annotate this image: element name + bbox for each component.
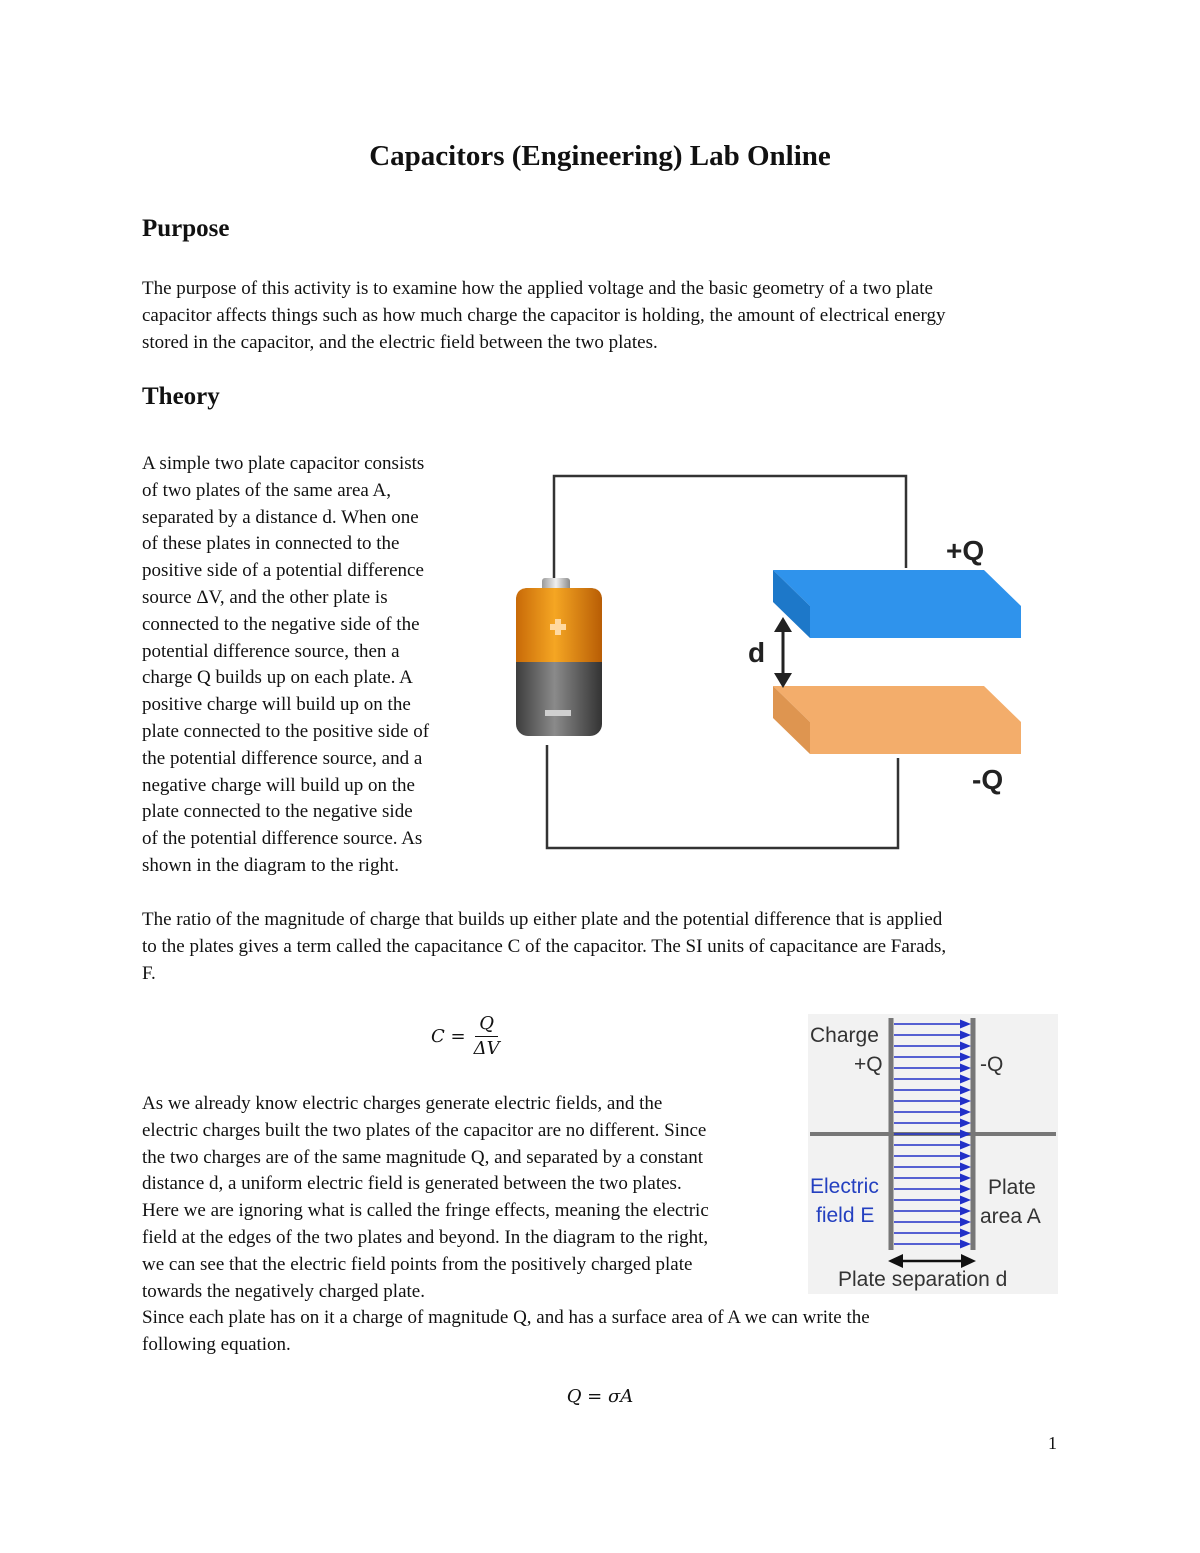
plate-area-label-1: Plate <box>988 1176 1036 1199</box>
theory-line: separated by a distance d. When one <box>142 506 419 528</box>
battery-icon <box>516 578 602 736</box>
capacitance-line: to the plates gives a term called the capacitance C of the capacitor. The SI units of capacitance are Farads, <box>142 935 947 957</box>
surface-charge-equation <box>0 1386 1200 1407</box>
capacitance-line: F. <box>142 962 156 984</box>
purpose-heading: Purpose <box>142 215 230 242</box>
theory-line: charge Q builds up on each plate. A <box>142 667 413 689</box>
capacitance-equation <box>431 1013 500 1060</box>
plus-q-label: +Q <box>854 1053 883 1076</box>
field-line-text: Here we are ignoring what is called the fringe effects, meaning the electric <box>142 1200 709 1222</box>
surface-charge-line: following equation. <box>142 1333 291 1355</box>
surface-charge-paragraph <box>142 1305 1082 1359</box>
field-diagram-background <box>808 1014 1058 1294</box>
negative-charge-label: -Q <box>972 764 1004 795</box>
equation-denominator: ΔV <box>473 1038 500 1059</box>
surface-charge-equation-text: Q = σA <box>566 1386 634 1407</box>
field-line-text: we can see that the electric field points from the positively charged plate <box>142 1253 693 1275</box>
capacitor-circuit-diagram <box>500 460 1040 860</box>
theory-line: of the potential difference source. As <box>142 828 423 850</box>
equation-lhs: C = <box>431 1026 466 1047</box>
separation-label: d <box>748 637 766 668</box>
page-number: 1 <box>1048 1433 1057 1453</box>
theory-heading: Theory <box>142 383 220 410</box>
theory-line: negative charge will build up on the <box>142 774 415 796</box>
field-line-text: field at the edges of the two plates and beyond. In the diagram to the right, <box>142 1226 709 1248</box>
plate-area-label-2: area A <box>980 1205 1041 1228</box>
positive-charge-label: +Q <box>946 535 985 566</box>
negative-plate <box>773 686 1021 754</box>
theory-line: connected to the negative side of the <box>142 613 420 635</box>
purpose-line: stored in the capacitor, and the electric field between the two plates. <box>142 331 658 353</box>
field-line-text: distance d, a uniform electric field is generated between the two plates. <box>142 1173 682 1195</box>
equation-fraction <box>474 1013 500 1060</box>
capacitance-line: The ratio of the magnitude of charge that builds up either plate and the potential difference that is applied <box>142 909 943 930</box>
field-line-text: towards the negatively charged plate. <box>142 1280 425 1302</box>
plate-separation-label: Plate separation d <box>838 1268 1008 1291</box>
electric-field-diagram <box>808 1014 1058 1294</box>
separation-arrow <box>774 617 792 688</box>
capacitance-paragraph <box>142 907 1082 987</box>
theory-line: the potential difference source, and a <box>142 747 423 769</box>
theory-line: shown in the diagram to the right. <box>142 854 399 876</box>
theory-line: positive charge will build up on the <box>142 694 411 716</box>
field-line-text: electric charges built the two plates of the capacitor are no different. Since <box>142 1119 707 1141</box>
electric-field-paragraph <box>142 1091 802 1305</box>
purpose-line: capacitor affects things such as how much charge the capacitor is holding, the amount of electrical energy <box>142 304 946 326</box>
surface-charge-line: Since each plate has on it a charge of magnitude Q, and has a surface area of A we can write the <box>142 1307 870 1328</box>
theory-line: positive side of a potential difference <box>142 560 424 582</box>
field-line-text: As we already know electric charges generate electric fields, and the <box>142 1093 663 1114</box>
charge-label: Charge <box>810 1024 879 1047</box>
equation-numerator: Q <box>475 1013 498 1037</box>
positive-plate-top-face <box>773 570 1021 606</box>
theory-line: plate connected to the positive side of <box>142 720 430 742</box>
theory-intro-paragraph <box>142 451 482 880</box>
positive-plate <box>773 570 1021 638</box>
theory-line: plate connected to the negative side <box>142 801 413 823</box>
theory-line: of these plates in connected to the <box>142 533 400 555</box>
electric-field-label-2: field E <box>816 1204 875 1227</box>
theory-line: potential difference source, then a <box>142 640 400 662</box>
purpose-paragraph <box>142 276 1082 356</box>
field-line-text: the two charges are of the same magnitude Q, and separated by a constant <box>142 1146 704 1168</box>
theory-line: A simple two plate capacitor consists <box>142 453 425 474</box>
electric-field-label-1: Electric <box>810 1175 879 1198</box>
theory-line: of two plates of the same area A, <box>142 479 392 501</box>
page-title: Capacitors (Engineering) Lab Online <box>369 140 831 172</box>
minus-q-label: -Q <box>980 1053 1004 1076</box>
purpose-line: The purpose of this activity is to examine how the applied voltage and the basic geometry of a two plate <box>142 278 933 299</box>
negative-plate-top-face <box>773 686 1021 722</box>
theory-line: source ΔV, and the other plate is <box>142 586 388 608</box>
